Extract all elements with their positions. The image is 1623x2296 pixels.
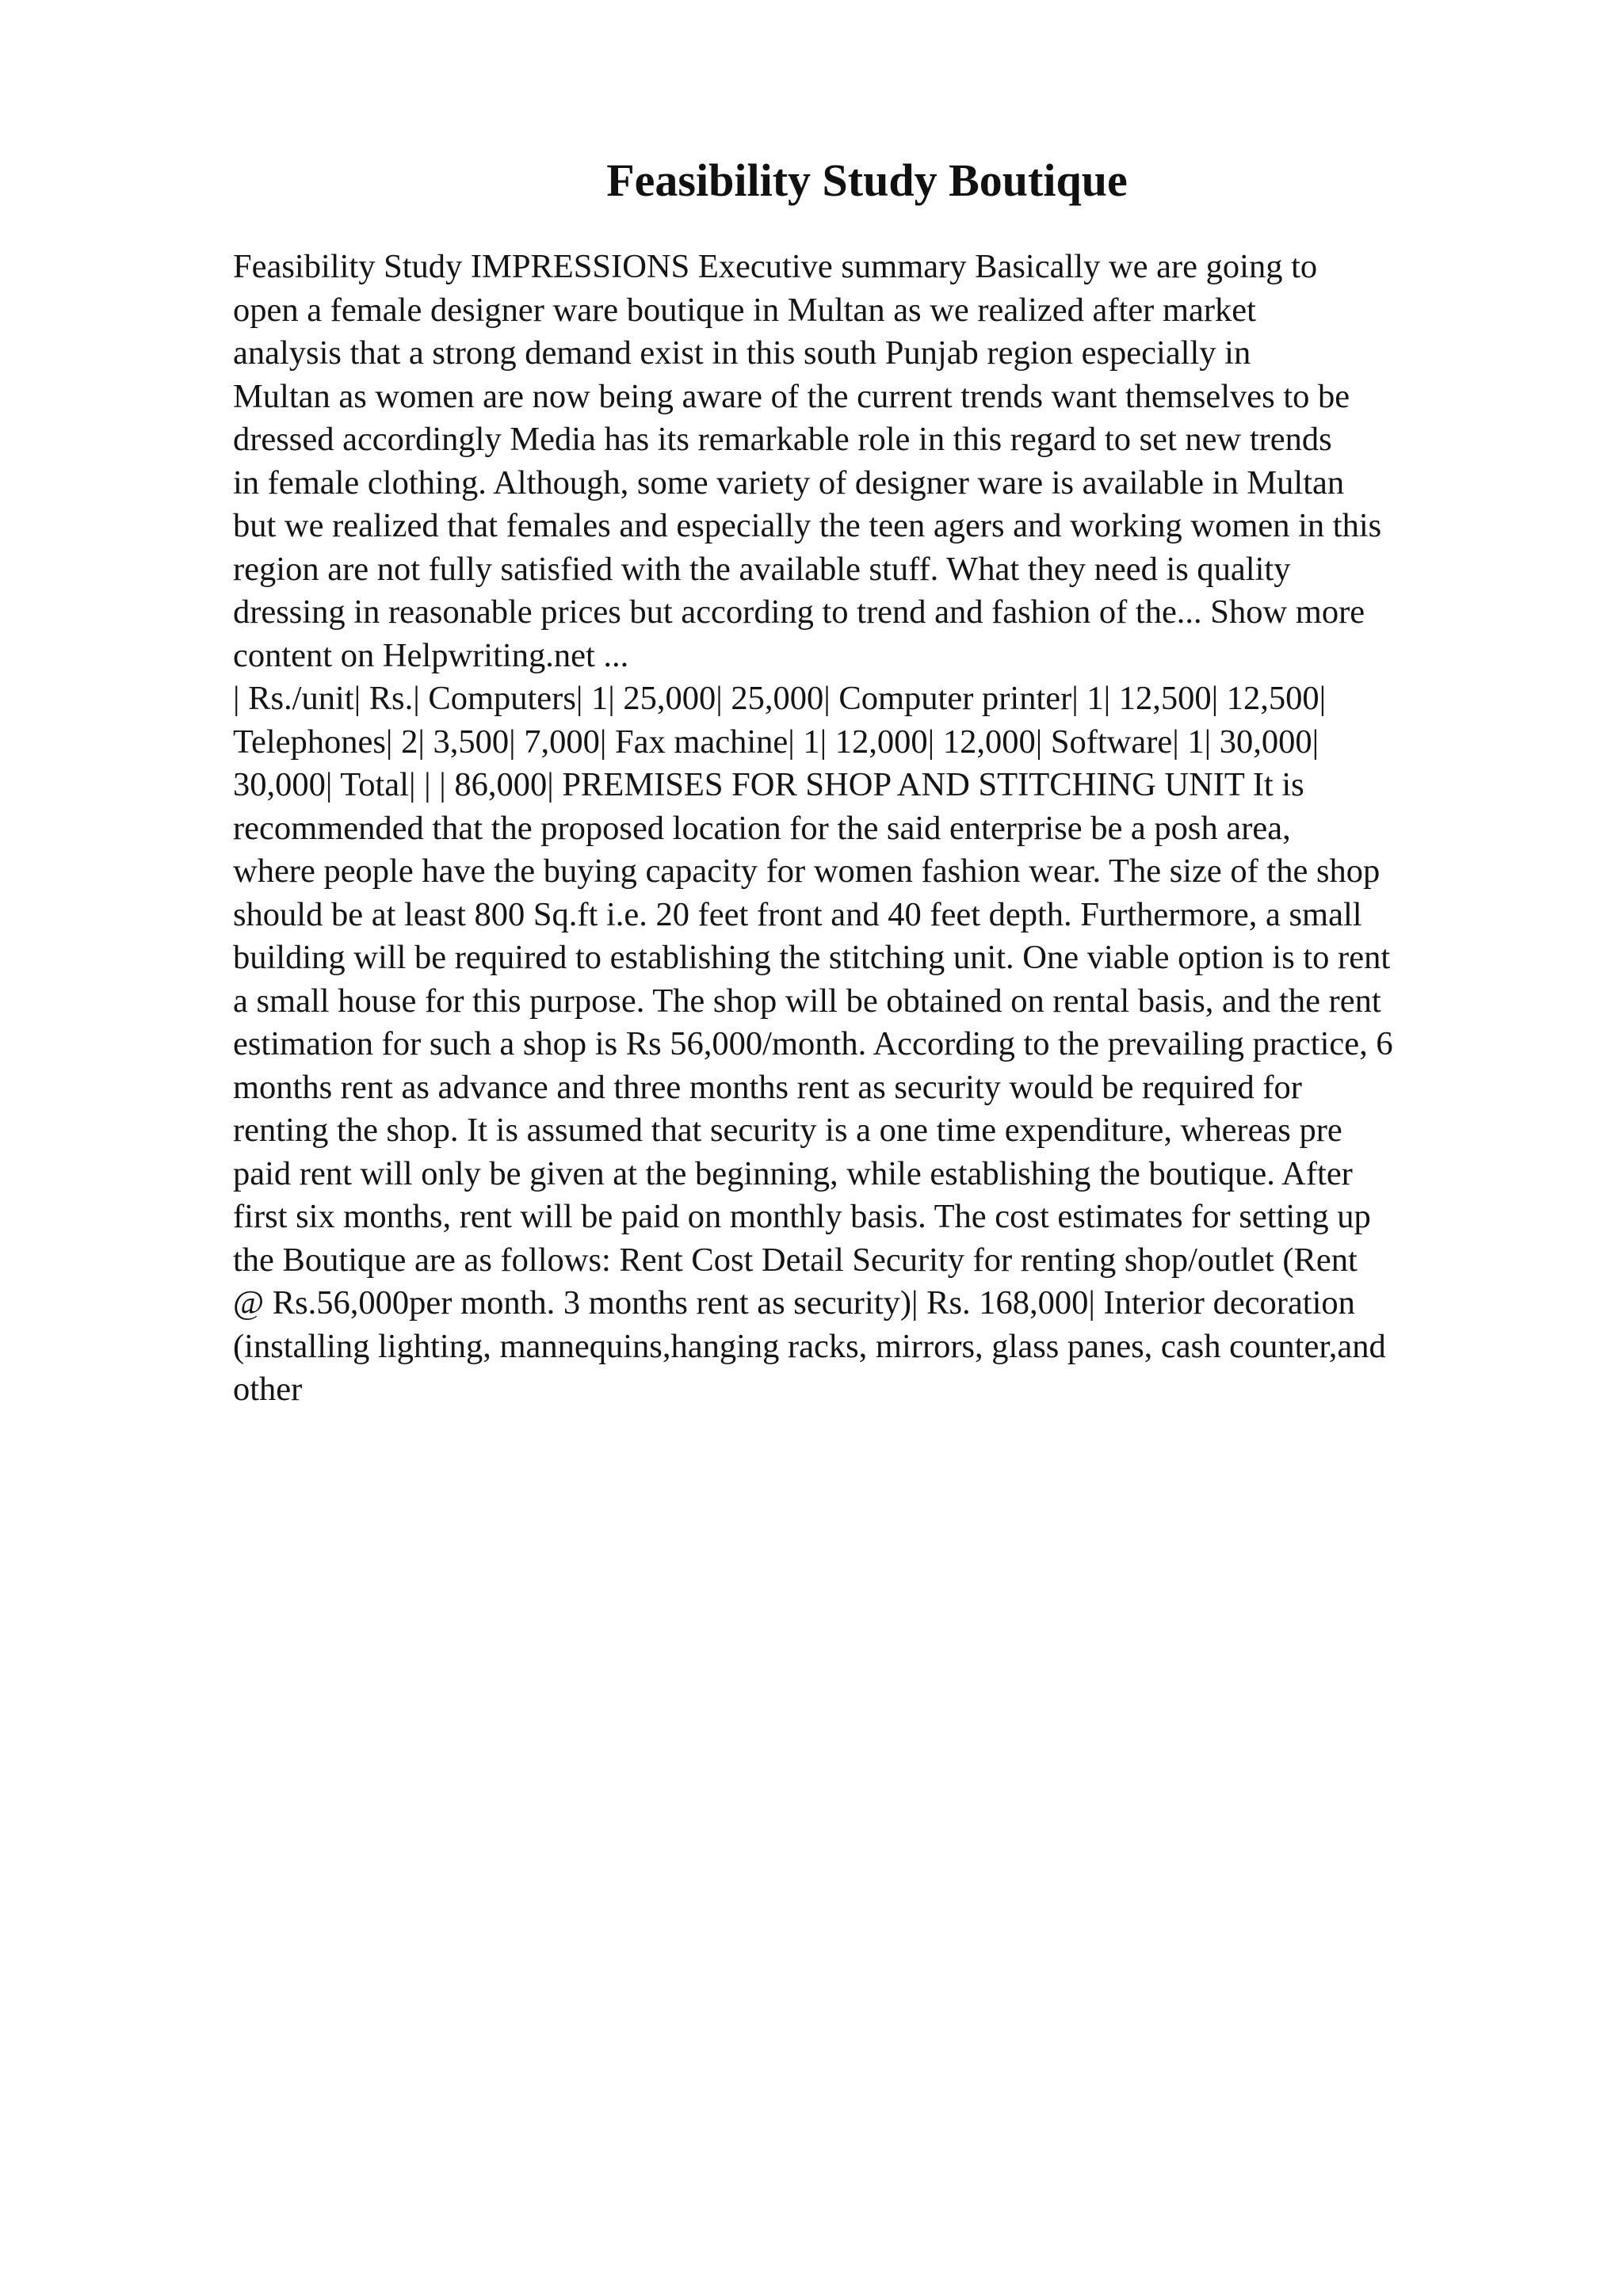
text-line: dressing in reasonable prices but according to trend and fashion of the... Show more [233, 593, 1365, 631]
text-line: but we realized that females and especially the teen agers and working women in this [233, 507, 1382, 544]
text-line: open a female designer ware boutique in Multan as we realized after market [233, 291, 1256, 329]
text-line: paid rent will only be given at the beginning, while establishing the boutique. After [233, 1154, 1353, 1192]
text-line: recommended that the proposed location for the said enterprise be a posh area, [233, 809, 1291, 847]
text-line: should be at least 800 Sq.ft i.e. 20 feet front and 40 feet depth. Furthermore, a small [233, 895, 1362, 933]
text-line: content on Helpwriting.net ... [233, 636, 629, 674]
text-line: months rent as advance and three months rent as security would be required for [233, 1068, 1302, 1106]
text-line: 30,000| Total| | | 86,000| PREMISES FOR SHOP AND STITCHING UNIT It is [233, 766, 1304, 803]
text-line: other [233, 1371, 303, 1408]
paragraph-cost-details [233, 677, 1517, 1412]
text-line: analysis that a strong demand exist in this south Punjab region especially in [233, 334, 1251, 372]
body-text [233, 246, 1517, 1412]
text-line: the Boutique are as follows: Rent Cost Detail Security for renting shop/outlet (Rent [233, 1241, 1358, 1279]
paragraph-executive-summary [233, 246, 1517, 677]
text-line: renting the shop. It is assumed that security is a one time expenditure, whereas pre [233, 1112, 1342, 1149]
text-line: region are not fully satisfied with the available stuff. What they need is quality [233, 550, 1291, 588]
text-line: | Rs./unit| Rs.| Computers| 1| 25,000| 25,000| Computer printer| 1| 12,500| 12,500| [233, 680, 1327, 717]
text-line: a small house for this purpose. The shop will be obtained on rental basis, and the rent [233, 982, 1381, 1020]
text-line: estimation for such a shop is Rs 56,000/month. According to the prevailing practice, 6 [233, 1025, 1393, 1062]
text-line: dressed accordingly Media has its remarkable role in this regard to set new trends [233, 421, 1332, 458]
text-line: first six months, rent will be paid on monthly basis. The cost estimates for setting up [233, 1198, 1371, 1235]
text-line: Multan as women are now being aware of the current trends want themselves to be [233, 377, 1350, 415]
text-line: where people have the buying capacity for women fashion wear. The size of the shop [233, 852, 1381, 890]
text-line: Telephones| 2| 3,500| 7,000| Fax machine| 1| 12,000| 12,000| Software| 1| 30,000| [233, 723, 1319, 761]
text-line: building will be required to establishing the stitching unit. One viable option is to rent [233, 939, 1391, 976]
text-line: Feasibility Study IMPRESSIONS Executive summary Basically we are going to [233, 248, 1318, 285]
text-line: in female clothing. Although, some variety of designer ware is available in Multan [233, 463, 1345, 502]
text-line: (installing lighting, mannequins,hanging racks, mirrors, glass panes, cash counter,and [233, 1327, 1386, 1365]
text-line: @ Rs.56,000per month. 3 months rent as security)| Rs. 168,000| Interior decoration [233, 1284, 1355, 1322]
page-title: Feasibility Study Boutique [606, 154, 1128, 206]
